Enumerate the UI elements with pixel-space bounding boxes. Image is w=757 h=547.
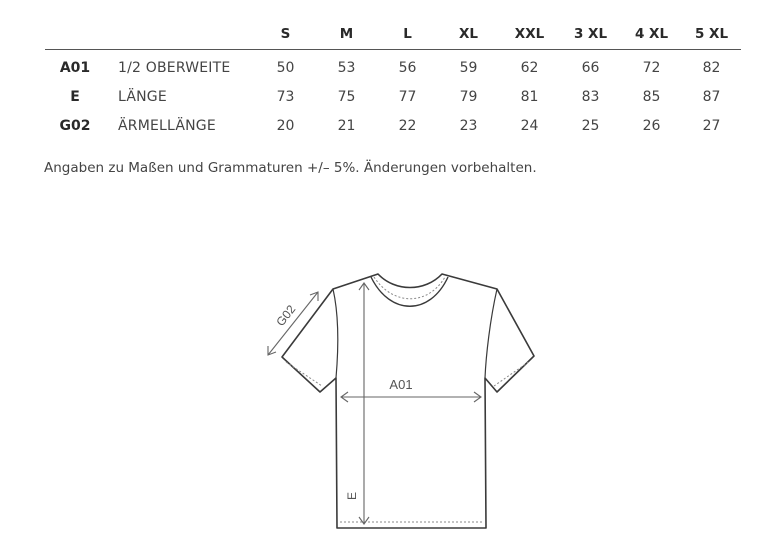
measure-label: ÄRMELLÄNGE — [118, 117, 216, 134]
measure-code: E — [70, 88, 80, 105]
sleeve-hem-stitch-right — [494, 361, 530, 386]
table-cell: 50 — [276, 59, 295, 76]
table-cell: 82 — [702, 59, 721, 76]
table-cell: 66 — [581, 59, 600, 76]
table-cell: 81 — [520, 88, 539, 105]
sleeve-length-label: G02 — [273, 302, 299, 329]
side-seam-right — [485, 289, 497, 378]
table-cell: 59 — [459, 59, 478, 76]
table-cell: 22 — [398, 117, 417, 134]
column-header-xxl: XXL — [499, 24, 560, 50]
table-cell: 25 — [581, 117, 600, 134]
table-cell: 77 — [398, 88, 417, 105]
table-cell: 53 — [337, 59, 356, 76]
table-cell: 73 — [276, 88, 295, 105]
table-cell: 20 — [276, 117, 295, 134]
measure-label: 1/2 OBERWEITE — [118, 59, 231, 76]
column-header-4xl: 4 XL — [621, 24, 682, 50]
column-header-3xl: 3 XL — [560, 24, 621, 50]
tshirt-outline — [282, 274, 534, 528]
table-cell: 85 — [642, 88, 661, 105]
table-cell: 72 — [642, 59, 661, 76]
disclaimer-note: Angaben zu Maßen und Grammaturen +/– 5%. Änderungen vorbehalten. — [44, 160, 537, 176]
column-header-s: S — [255, 24, 316, 50]
measure-code: A01 — [59, 59, 91, 76]
length-label: E — [345, 491, 359, 501]
sleeve-length-arrow — [268, 292, 318, 355]
neck-rib — [371, 277, 448, 306]
table-cell: 87 — [702, 88, 721, 105]
column-header-l: L — [377, 24, 438, 50]
column-header-xl: XL — [438, 24, 499, 50]
side-seam-left — [333, 289, 338, 378]
table-cell: 26 — [642, 117, 661, 134]
table-cell: 79 — [459, 88, 478, 105]
table-cell: 56 — [398, 59, 417, 76]
table-cell: 24 — [520, 117, 539, 134]
table-cell: 23 — [459, 117, 478, 134]
table-cell: 75 — [337, 88, 356, 105]
table-cell: 62 — [520, 59, 539, 76]
table-cell: 83 — [581, 88, 600, 105]
measure-code: G02 — [59, 117, 91, 134]
table-cell: 27 — [702, 117, 721, 134]
chest-width-label: A01 — [389, 377, 413, 392]
column-header-m: M — [316, 24, 377, 50]
table-cell: 21 — [337, 117, 356, 134]
measure-label: LÄNGE — [118, 88, 167, 105]
column-header-5xl: 5 XL — [682, 24, 741, 50]
